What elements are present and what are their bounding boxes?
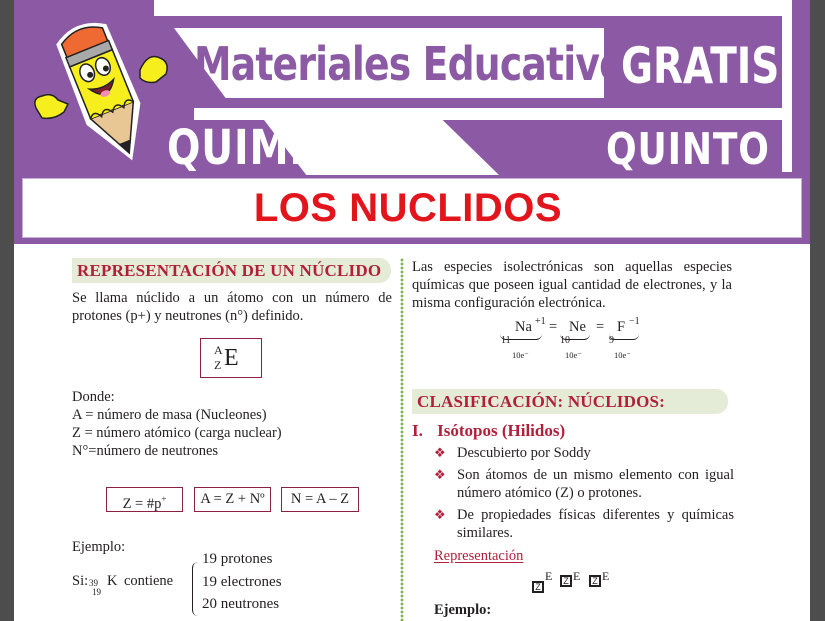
document-page xyxy=(14,0,810,621)
where-label: Donde: xyxy=(72,389,115,405)
e-symbol: E xyxy=(602,569,610,583)
example-item: 20 neutrones xyxy=(202,596,280,612)
pencil-mascot-icon xyxy=(28,8,178,168)
diamond-bullet-icon: ❖ xyxy=(434,467,446,482)
representation-symbols xyxy=(532,567,652,597)
brand-free-label: GRATIS xyxy=(621,37,780,95)
banner-right-edge xyxy=(782,0,792,172)
definition-mass: A = número de masa (Nucleones) xyxy=(72,407,267,423)
bullet-list xyxy=(434,444,734,542)
species-electrons: 10e⁻ xyxy=(614,350,631,360)
section-heading-representation: REPRESENTACIÓN DE UN NÚCLIDO xyxy=(72,258,391,283)
definition-neutrons: N°=número de neutrones xyxy=(72,443,219,459)
formula-box-a xyxy=(194,487,271,512)
definitions-block xyxy=(72,388,402,460)
isotopes-block xyxy=(412,420,742,542)
header-banner xyxy=(14,0,810,244)
species-z: 10 xyxy=(560,335,570,346)
formula-n: N = A – Z xyxy=(290,491,350,507)
atomic-number: Z xyxy=(214,358,222,372)
formula-box-z xyxy=(106,487,183,512)
underbrace-icon xyxy=(500,334,542,340)
z-box: Z xyxy=(560,575,572,587)
brace-icon xyxy=(192,562,200,616)
example-symbol: K xyxy=(107,573,118,589)
bullet-item xyxy=(434,444,734,462)
grade-label: QUINTO xyxy=(606,124,770,175)
isotopes-title-row xyxy=(412,420,742,442)
formula-z: Z = #p xyxy=(122,495,162,512)
formula-a: A = Z + Nº xyxy=(200,491,265,507)
example-label-right: Ejemplo: xyxy=(434,602,492,618)
species-charge: −1 xyxy=(629,316,640,327)
example-verb: contiene xyxy=(124,573,174,589)
item-title: Isótopos (Hilidos) xyxy=(437,421,566,440)
bullet-text: Descubierto por Soddy xyxy=(457,445,591,461)
bullet-text: De propiedades físicas diferentes y químicas similares. xyxy=(457,507,734,541)
intro-paragraph: Se llama núclido a un átomo con un número de protones (p+) y neutrones (n°) definido. xyxy=(72,290,392,324)
z-box: Z xyxy=(589,575,601,587)
equals-sign: = xyxy=(549,319,558,335)
species-z: 9 xyxy=(609,335,614,346)
example-label: Ejemplo: xyxy=(72,539,126,555)
bullet-item xyxy=(434,506,734,542)
page-title: LOS NUCLIDOS xyxy=(253,186,563,230)
species-electrons: 10e⁻ xyxy=(512,350,529,360)
species-z: 11 xyxy=(501,335,511,346)
brand-name: Materiales Educativos xyxy=(194,37,646,91)
example-prefix: Si: xyxy=(72,573,89,589)
species-symbol: F xyxy=(617,319,626,335)
nuclide-notation xyxy=(211,339,251,375)
section-heading-classification: CLASIFICACIÓN: NÚCLIDOS: xyxy=(412,389,728,414)
example-item: 19 protones xyxy=(202,551,273,567)
underbrace-icon xyxy=(609,334,639,340)
formula-box-n xyxy=(281,487,359,512)
element-symbol: E xyxy=(224,345,239,371)
e-symbol: E xyxy=(545,569,553,583)
example-atomic: 19 xyxy=(92,587,101,597)
example-mass: 39 xyxy=(89,578,98,588)
isoelectronic-paragraph: Las especies isolectrónicas son aquellas especies químicas que poseen igual cantidad de electrones, y la misma configuración electrónica. xyxy=(412,259,732,311)
diamond-bullet-icon: ❖ xyxy=(434,445,446,460)
species-electrons: 10e⁻ xyxy=(565,350,582,360)
isoelectronic-equation xyxy=(500,318,670,364)
banner-middle-strip xyxy=(194,108,784,120)
z-box: Z xyxy=(532,581,544,593)
left-column xyxy=(72,258,392,612)
item-number: I. xyxy=(412,421,423,440)
bullet-text: Son átomos de un mismo elemento con igual número atómico (Z) o protones. xyxy=(457,467,734,501)
equals-sign: = xyxy=(596,319,605,335)
formula-z-sup: + xyxy=(161,494,167,504)
species-symbol: Ne xyxy=(569,319,586,335)
e-symbol: E xyxy=(573,569,581,583)
banner-top-strip xyxy=(154,0,784,16)
example-block xyxy=(72,548,402,618)
representation-link-text[interactable]: Representación xyxy=(434,548,524,564)
diamond-bullet-icon: ❖ xyxy=(434,507,446,522)
right-column xyxy=(412,258,734,618)
definition-atomic: Z = número atómico (carga nuclear) xyxy=(72,425,282,441)
mass-number: A xyxy=(214,343,223,357)
species-charge: +1 xyxy=(535,316,546,327)
title-box xyxy=(22,178,802,238)
species-symbol: Na xyxy=(515,319,532,335)
bullet-item xyxy=(434,466,734,502)
example-item: 19 electrones xyxy=(202,574,282,590)
classification-heading-wrap xyxy=(412,389,728,414)
underbrace-icon xyxy=(560,334,590,340)
representation-link[interactable] xyxy=(434,547,523,565)
subject-label: QUIMICA xyxy=(167,120,366,176)
nuclide-notation-box xyxy=(200,338,262,378)
